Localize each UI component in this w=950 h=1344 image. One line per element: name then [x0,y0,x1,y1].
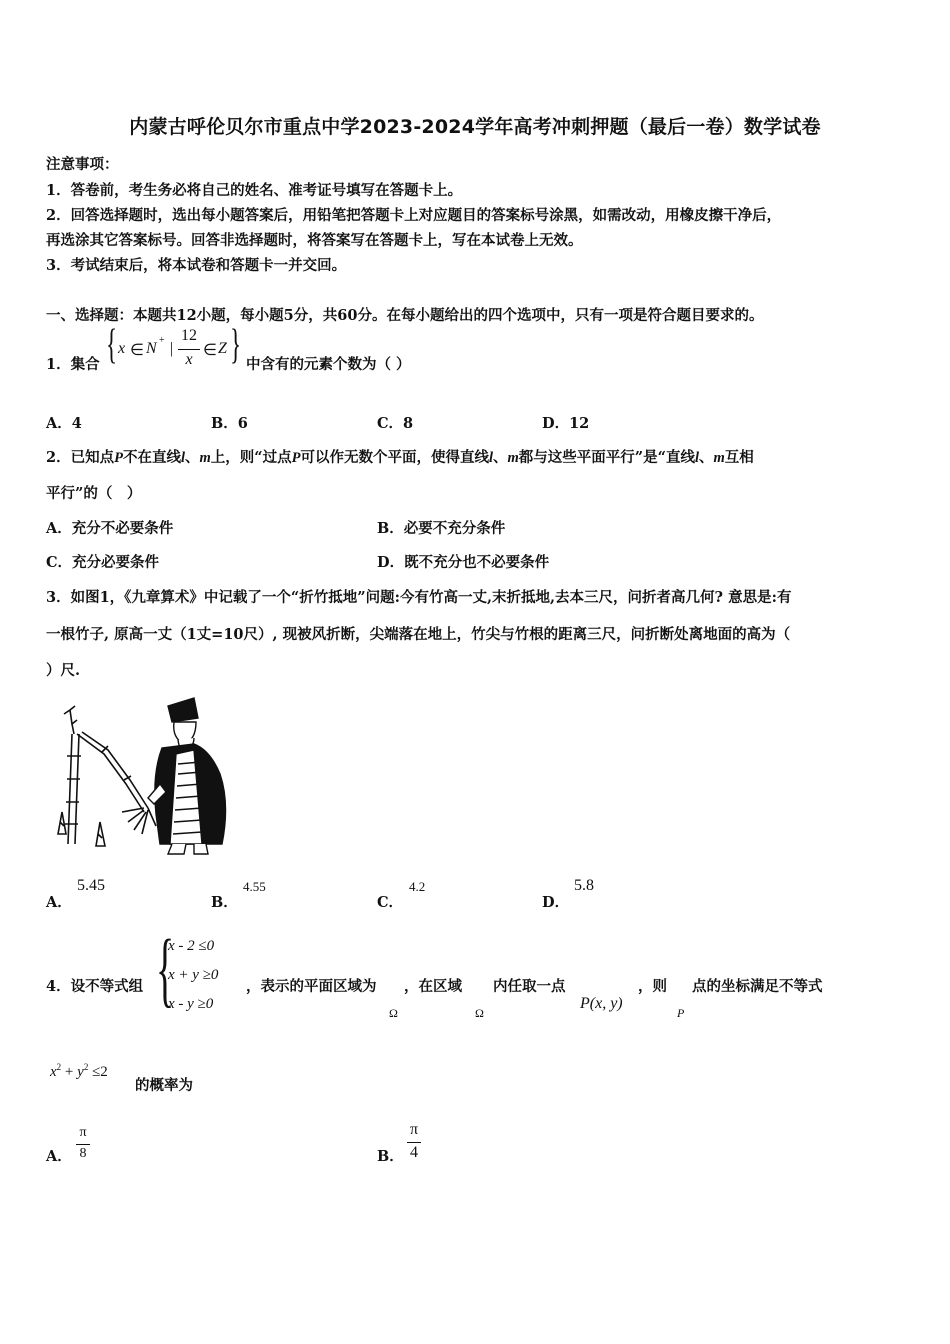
notice-item-2-cont: 再选涂其它答案标号。回答非选择题时，将答案写在答题卡上，写在本试卷上无效。 [46,232,583,249]
q1-frac-line [178,349,200,350]
q1-left-brace: { [106,322,118,368]
q1-var-x: x [118,340,126,357]
q3-option-a-label[interactable]: A． [46,894,72,911]
q4-inequality-system [156,923,246,1020]
q2-option-a[interactable]: A．充分不必要条件 [46,520,174,537]
q3-line-1: 3．如图1，《九章算术》中记载了一个“折竹抵地”问题:今有竹高一丈,末折抵地,去本三尺，问折者高几何? 意思是:有 [46,589,792,606]
q1-in-z: ∈ [203,342,217,359]
notice-item-2: 2．回答选择题时，选出每小题答案后，用铅笔把答题卡上对应题目的答案标号涂黑，如需改动，用橡皮擦干净后， [46,207,782,224]
q1-option-d-label: D． [542,415,570,432]
q1-option-c[interactable] [377,412,413,433]
q1-option-d-value: 12 [569,415,590,432]
q4-ineq-2: x + y ≥0 [168,967,219,983]
q2-option-d[interactable]: D．既不充分也不必要条件 [377,554,550,571]
q2-line-m: m [507,450,519,466]
q1-prefix: 1．集合 [46,356,100,373]
q2-point-p: P [291,450,301,466]
q2-text-d: 可以作无数个平面，使得直线 [300,449,489,466]
q1-option-c-label: C． [377,415,404,432]
q2-text-b: 不在直线 [122,449,181,466]
q4-omega-1: Ω [389,1006,398,1020]
q4-condition [50,1062,108,1081]
q3-option-b-value: 4.55 [243,879,266,894]
q2-sep: 、 [184,449,200,466]
q2-text-a: 2．已知点 [46,449,115,466]
q4-suffix: 的概率为 [135,1077,193,1094]
q1-option-b-label: B． [211,415,238,432]
q4-ineq-1: x - 2 ≤0 [168,938,215,954]
q3-option-d-value: 5.8 [574,877,594,894]
q4-cond-rest: ≤2 [88,1064,108,1080]
q2-sep: 、 [493,449,508,466]
q4-cond-exp1: 2 [56,1062,62,1072]
q2-line-2: 平行”的（ ） [46,485,142,502]
q4-option-a-den: 8 [79,1146,87,1161]
q4-text-b: ，在区域 [404,978,462,995]
q2-text-c: 上，则“过点 [210,449,292,466]
q4-option-a-label[interactable]: A． [46,1148,72,1165]
q2-option-b[interactable]: B．必要不充分条件 [377,520,506,537]
q4-option-b-den: 4 [410,1144,418,1161]
q1-Z: Z [218,340,227,357]
q3-option-c-value: 4.2 [409,879,426,894]
q4-option-b-num: π [409,1121,419,1138]
q3-line-2: 一根竹子, 原高一丈（1丈=10尺）, 现被风折断，尖端落在地上，竹尖与竹根的距离三尺，问折断处离地面的高为（ [46,626,791,643]
q3-option-c-label[interactable]: C． [377,894,404,911]
q2-line-l: l [488,450,493,466]
q3-option-d-label[interactable]: D． [542,894,570,911]
q3-option-a-value: 5.45 [77,877,105,894]
q4-system-brace: { [156,923,175,1016]
section-heading: 一、选择题：本题共12小题，每小题5分，共60分。在每小题给出的四个选项中，只有一项是符合题目要求的。 [46,307,764,324]
q1-option-b[interactable] [211,412,248,433]
q4-cond-y: y [77,1064,84,1080]
q4-option-b-label[interactable]: B． [377,1148,404,1165]
q4-text-c: 内任取一点 [493,978,566,995]
q1-suffix: 中含有的元素个数为（ ） [246,356,411,373]
q2-line-l: l [694,450,699,466]
q2-line-m: m [199,450,211,466]
q1-N: N [146,340,157,357]
q2-line-m: m [713,450,725,466]
q4-ineq-3: x - y ≥0 [168,996,214,1012]
q4-option-b-fracline [407,1142,421,1143]
q4-cond-exp2: 2 [83,1062,89,1072]
page-title: 内蒙古呼伦贝尔市重点中学2023-2024学年高考冲刺押题（最后一卷）数学试卷 [129,116,821,138]
q4-option-a-fracline [76,1144,90,1145]
q2-sep: 、 [699,449,714,466]
q1-bar: | [170,340,174,357]
q4-p-label: P [677,1006,685,1020]
q1-N-plus: + [159,335,165,346]
q2-line-l: l [180,450,185,466]
q1-right-brace: } [230,322,242,368]
q4-cond-plus: + [61,1064,78,1080]
q1-option-a-value: 4 [71,415,82,432]
q4-option-a-num: π [79,1125,87,1140]
q3-option-b-label[interactable]: B． [211,894,238,911]
notice-item-1: 1．答卷前，考生务必将自己的姓名、准考证号填写在答题卡上。 [46,182,463,199]
q1-in-symbol: ∈ [130,342,144,359]
q2-option-c[interactable]: C．充分必要条件 [46,554,160,571]
notice-item-3: 3．考试结束后，将本试卷和答题卡一并交回。 [46,257,347,274]
q2-line-1 [46,446,754,467]
q1-option-a[interactable] [46,412,82,433]
q1-option-b-value: 6 [237,415,248,432]
q4-omega-2: Ω [475,1006,484,1020]
q1-frac-den: x [185,351,193,368]
q3-line-3: ）尺. [46,662,81,679]
q1-option-c-value: 8 [403,415,414,432]
q4-text-a: ，表示的平面区域为 [246,978,377,995]
q2-text-f: 互相 [724,449,754,466]
q2-text-e: 都与这些平面平行”是“直线 [518,449,695,466]
q4-cond-x: x [50,1064,57,1080]
notice-heading: 注意事项： [46,156,119,173]
q4-text-d: ，则 [638,978,667,995]
q1-option-d[interactable] [542,412,589,433]
q2-point-p: P [114,450,123,466]
q1-frac-num: 12 [181,327,197,344]
q4-text-e: 点的坐标满足不等式 [692,978,823,995]
q4-point-p: P(x, y) [580,995,623,1012]
q3-bamboo-illustration [44,694,234,864]
q4-prefix: 4．设不等式组 [46,978,144,995]
q1-option-a-label: A． [46,415,72,432]
